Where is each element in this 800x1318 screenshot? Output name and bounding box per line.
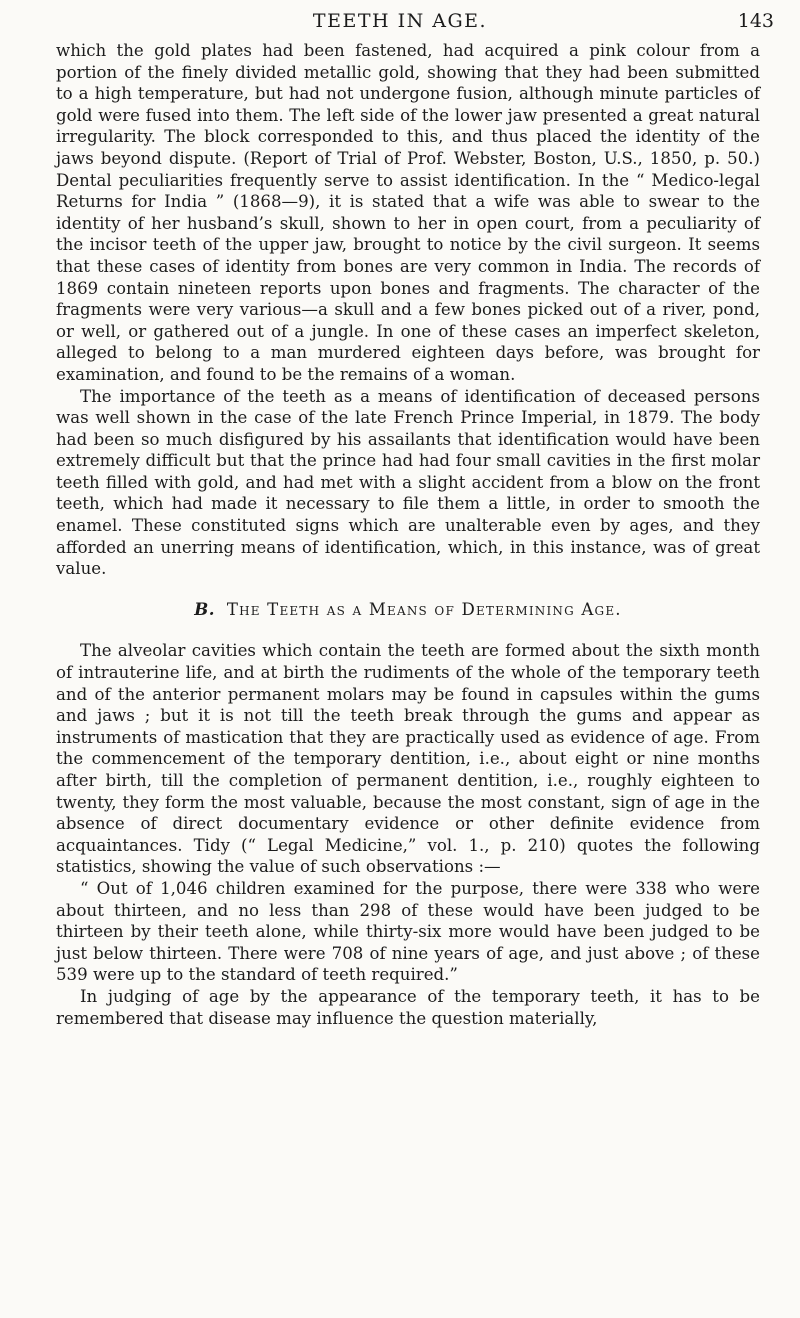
paragraph-continuation: which the gold plates had been fastened, had acquired a pink colour from a portion of the finely divided metallic gold, showing that they had been submitted to a high temperature, but had not undergone fusion, although minute particles of gold were fused into them. The left side of the lower jaw presented a great natural irregularity. The block corresponded to this, and thus placed the identity of the jaws beyond dispute. (Report of Trial of Prof. Webster, Boston, U.S., 1850, p. 50.) Dental peculiarities frequently serve to assist identification. In the “ Medico-legal Returns for India ” (1868—9), it is stated that a wife was able to swear to the identity of her husband’s skull, shown to her in open court, from a peculiarity of the incisor teeth of the upper jaw, brought to notice by the civil surgeon. It seems that these cases of identity from bones are very common in India. The records of 1869 contain nineteen reports upon bones and fragments. The character of the fragments were very various—a skull and a few bones picked out of a river, pond, or well, or gathered out of a jungle. In one of these cases an imperfect skeleton, alleged to belong to a man murdered eighteen days before, was brought for examination, and found to be the remains of a woman. <box>56 41 760 384</box>
running-title: TEETH IN AGE. <box>312 10 488 32</box>
paragraph-quotation-statistics: “ Out of 1,046 children examined for the purpose, there were 338 who were about thirteen, and no less than 298 of these would have been judged to be thirteen by their teeth alone, while thirty-six more would have been judged to be just below thirteen. There were 708 of nine years of age, and just above ; of these 539 were up to the standard of teeth required.” <box>56 878 760 985</box>
running-head <box>0 6 800 40</box>
page-number: 143 <box>737 10 774 32</box>
body-text <box>56 40 760 1029</box>
paragraph-alveolar-cavities: The alveolar cavities which contain the teeth are formed about the sixth month of intrauterine life, and at birth the rudiments of the whole of the temporary teeth and of the anterior permanent molars may be found in capsules within the gums and jaws ; but it is not till the teeth break through the gums and appear as instruments of mastication that they are practically used as evidence of age. From the commencement of the temporary dentition, i.e., about eight or nine months after birth, till the completion of permanent dentition, i.e., roughly eighteen to twenty, they form the most valuable, because the most constant, sign of age in the absence of direct documentary evidence or other definite evidence from acquaintances. Tidy (“ Legal Medicine,” vol. 1., p. 210) quotes the following statistics, showing the value of such observations :— <box>56 641 760 877</box>
paragraph-temporary-teeth: In judging of age by the appearance of the temporary teeth, it has to be remembered that disease may influence the question materially, <box>56 986 760 1028</box>
section-heading <box>56 599 760 621</box>
section-letter: B. <box>194 598 216 619</box>
section-title: The Teeth as a Means of Determining Age. <box>226 599 622 619</box>
paragraph-prince-imperial: The importance of the teeth as a means of identification of deceased persons was well shown in the case of the late French Prince Imperial, in 1879. The body had been so much disfigured by his assailants that identification would have been extremely difficult but that the prince had had four small cavities in the first molar teeth filled with gold, and had met with a slight accident from a blow on the front teeth, which had made it necessary to file them a little, in order to smooth the enamel. These constituted signs which are unalterable even by ages, and they afforded an unerring means of identification, which, in this instance, was of great value. <box>56 386 760 579</box>
